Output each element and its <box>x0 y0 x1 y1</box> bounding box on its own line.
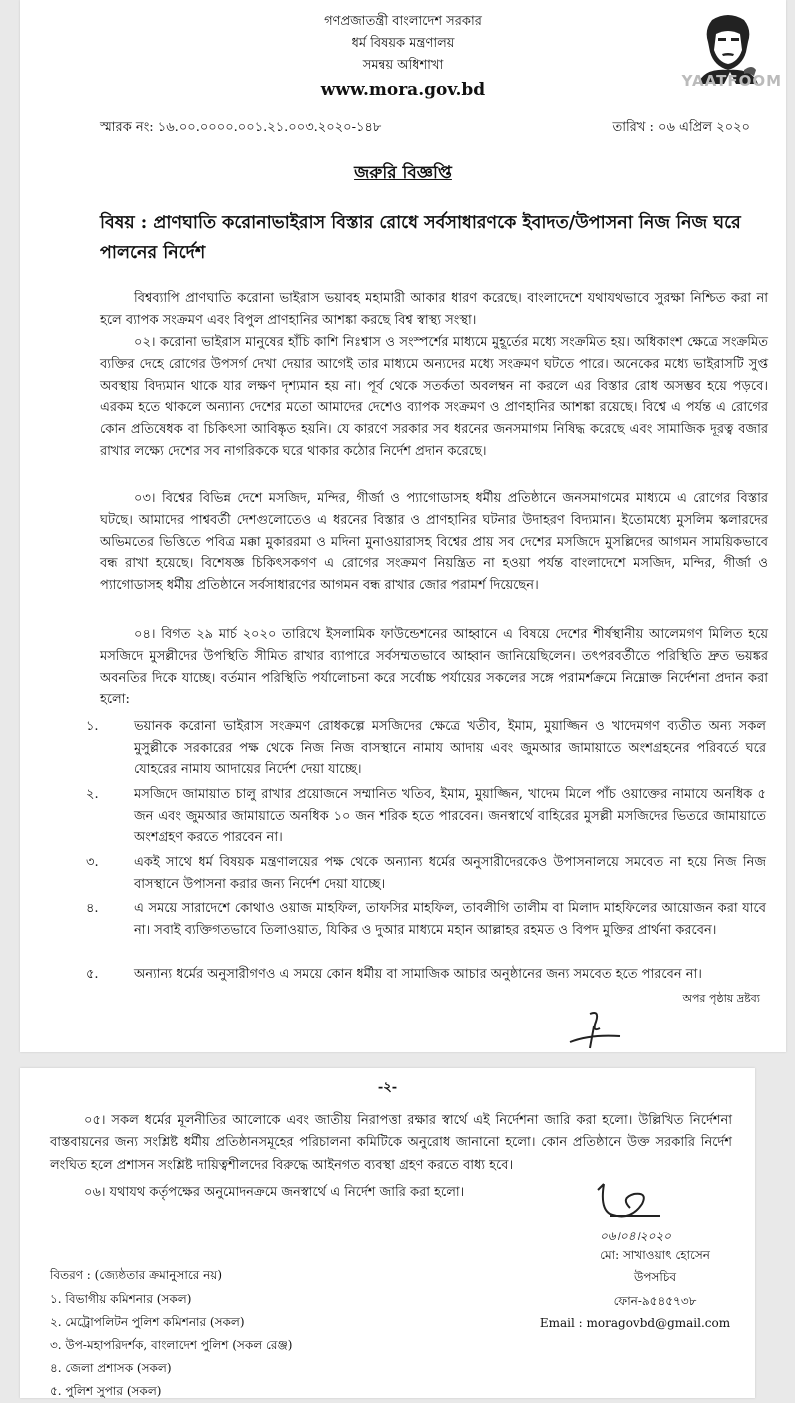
directive-text: মসজিদে জামায়াত চালু রাখার প্রয়োজনে সম্মানিত খতিব, ইমাম, মুয়াজ্জিন, খাদেম মিলে পাঁচ ওয়াক্তের নামাযে অনধিক ৫ জন এবং জুমআর জামায়াতে অনধিক ১০ জন শরিক হতে পারবেন। জনস্বার্থে বাহিরের মুসল্লী মসজিদের ভিতরে জামায়াতে অংশগ্রহণ করতে পারবেন না। <box>134 787 766 846</box>
signer-designation: উপসচিব <box>633 1270 676 1284</box>
signature <box>590 1178 670 1228</box>
paragraph-05: ০৫। সকল ধর্মের মূলনীতির আলোকে এবং জাতীয় নিরাপত্তা রক্ষার স্বার্থে এই নির্দেশনা জারি করা হলো। উল্লিখিত নির্দেশনা বাস্তবায়নের জন্য সংশ্লিষ্ট ধর্মীয় প্রতিষ্ঠানসমূহের পরিচালনা কমিটিকে অনুরোধ জানানো হলো। কোন প্রতিষ্ঠানে উক্ত সরকারি নির্দেশ লংঘিত হলে প্রশাসন সংশ্লিষ্ট দায়িত্বশীলদের বিরুদ্ধে আইনগত ব্যবস্থা গ্রহণ করতে বাধ্য হবে। <box>50 1113 732 1173</box>
paragraph-06: ০৬। যথাযথ কর্তৃপক্ষের অনুমোদনক্রমে জনস্বার্থে এ নির্দেশ জারি করা হলো। <box>84 1185 465 1200</box>
directive-number: ১. <box>86 719 99 734</box>
page-turn-note: অপর পৃষ্ঠায় দ্রষ্টব্য <box>682 992 760 1005</box>
notice-title <box>20 160 786 188</box>
directive-number: ৩. <box>86 855 99 870</box>
initial-signature <box>560 1006 630 1050</box>
wing-name: সমন্বয় অধিশাখা <box>362 58 444 73</box>
notice-title-text: জরুরি বিজ্ঞপ্তি <box>354 163 452 183</box>
distribution-item: ৫. পুলিশ সুপার (সকল) <box>50 1384 162 1398</box>
signer-email: Email : moragovbd@gmail.com <box>539 1316 731 1330</box>
paragraph-03: ০৩। বিশ্বের বিভিন্ন দেশে মসজিদ, মন্দির, গীর্জা ও প্যাগোডাসহ ধর্মীয় প্রতিষ্ঠানে জনসমাগমের মাধ্যমে এ রোগের বিস্তার ঘটছে। আমাদের পাশ্ববর্তী দেশগুলোতেও এ ধরনের বিস্তার ও প্রাণহানির ঘটনার উদাহরণ বিদ্যমান। ইতোমধ্যে মুসলিম স্কলারদের অভিমতের ভিত্তিতে পবিত্র মক্কা মুকাররমা ও মদিনা মুনাওয়ারাসহ বিশ্বের প্রায় সব দেশের মসজিদে মুসল্লিদের আগমন সাময়িকভাবে বন্ধ রাখা হয়েছে। বিশেষজ্ঞ চিকিৎসকগণ এ রোগের সংক্রমণ নিয়ন্ত্রিত না হওয়া পর্যন্ত বাংলাদেশে মসজিদ, মন্দির, গীর্জা ও প্যাগোডাসহ ধর্মীয় প্রতিষ্ঠানে সর্বসাধারণের আগমন বন্ধ রাখার জোর পরামর্শ দিয়েছেন। <box>100 491 768 594</box>
signer-name: মো: সাখাওয়াৎ হোসেন <box>600 1248 710 1262</box>
directive-text: একই সাথে ধর্ম বিষয়ক মন্ত্রণালয়ের পক্ষ থেকে অন্যান্য ধর্মের অনুসারীদেরকেও উপাসনালয়ে সমবেত না হয়ে নিজ নিজ বাসস্থানে উপাসনা করার জন্য নির্দেশ দেয়া যাচ্ছে। <box>134 855 766 892</box>
signature-date: ০৬।০৪।২০২০ <box>600 1229 671 1243</box>
ministry-website: www.mora.gov.bd <box>320 80 486 100</box>
paragraph-04: ০৪। বিগত ২৯ মার্চ ২০২০ তারিখে ইসলামিক ফাউন্ডেশনের আহ্বানে এ বিষয়ে দেশের শীর্ষস্থানীয় আলেমগণ মিলিত হয়ে মসজিদে মুসল্লীদের উপস্থিতি সীমিত রাখার ব্যাপারে সর্বসম্মতভাবে আহ্বান জানিয়েছিলেন। তৎপরবর্তীতে পরিস্থিতি দ্রুত ভয়ঙ্কর অবনতির দিকে যাচ্ছে। বর্তমান পরিস্থিতি পর্যালোচনা করে সর্বোচ্চ পর্যায়ের সকলের সঙ্গে পরামর্শক্রমে নিম্নোক্ত নির্দেশনা প্রদান করা হলো: <box>100 627 768 708</box>
directive-text: অন্যান্য ধর্মের অনুসারীগণও এ সময়ে কোন ধর্মীয় বা সামাজিক আচার অনুষ্ঠানের জন্য সমবেত হতে পারবেন না। <box>134 967 702 982</box>
directive-number: ৪. <box>86 901 99 916</box>
page-number: -২- <box>377 1080 398 1095</box>
paragraph-02: ০২। করোনা ভাইরাস মানুষের হাঁচি কাশি নিঃশ্বাস ও সংস্পর্শের মাধ্যমে মুহূর্তের মধ্যে সংক্রমিত হয়। অধিকাংশ ক্ষেত্রে সংক্রমিত ব্যক্তির দেহে রোগের উপসর্গ দেখা দেয়ার আগেই তার মাধ্যমে অন্যদের মধ্যে সংক্রমণ ঘটতে পারে। অনেকের মধ্যে ভাইরাসটি সুপ্ত অবস্থায় বিদ্যমান থাকে যার লক্ষণ দৃশ্যমান হয় না। পূর্ব থেকে সতর্কতা অবলম্বন না করলে এর বিস্তার রোধ অসম্ভব হয়ে পড়বে। এরকম হতে থাকলে অন্যান্য দেশের মতো আমাদের দেশেও ব্যাপক সংক্রমণ ও প্রাণহানির আশঙ্কা রয়েছে। বিশ্বে এ পর্যন্ত এ রোগের কোন প্রতিষেধক বা চিকিৎসা আবিষ্কৃত হয়নি। যে কারণে সরকার সব ধরনের জনসমাগম নিষিদ্ধ করেছে এবং সামাজিক দূরত্ব বজার রাখার লক্ষ্যে দেশের সব নাগরিককে ঘরে থাকার কঠোর নির্দেশ প্রদান করেছে। <box>100 335 768 459</box>
distribution-heading: বিতরণ : (জ্যেষ্ঠতার ক্রমানুসারে নয়) <box>50 1268 223 1282</box>
notice-subject: বিষয় : প্রাণঘাতি করোনাভাইরাস বিস্তার রোধে সর্বসাধারণকে ইবাদত/উপাসনা নিজ নিজ ঘরে পালনের নির্দেশ <box>100 213 741 263</box>
document-page-1 <box>20 0 786 1052</box>
ministry-name: ধর্ম বিষয়ক মন্ত্রণালয় <box>351 36 455 51</box>
memo-date: তারিখ : ০৬ এপ্রিল ২০২০ <box>612 120 750 135</box>
document-page-2 <box>20 1068 755 1398</box>
directive-text: ভয়ানক করোনা ভাইরাস সংক্রমণ রোধকল্পে মসজিদের ক্ষেত্রে খতীব, ইমাম, মুয়াজ্জিন ও খাদেমগণ ব্যতীত অন্য সকল মুসুল্লীকে সরকারের পক্ষ থেকে নিজ নিজ বাসস্থানে নামায আদায় এবং জুমআর জামায়াতে অংশগ্রহনের পরিবর্তে ঘরে যোহরের নামায আদায়ের নির্দেশ দেয়া যাচ্ছে। <box>134 719 766 778</box>
signer-phone: ফোন-৯৫৪৫৭৩৮ <box>613 1294 697 1308</box>
distribution-item: ৪. জেলা প্রশাসক (সকল) <box>50 1361 172 1375</box>
watermark-text: YAATFOOM <box>681 72 782 90</box>
intro-paragraph: বিশ্বব্যাপি প্রাণঘাতি করোনা ভাইরাস ভয়াবহ মহামারী আকার ধারণ করেছে। বাংলাদেশে যথাযথভাবে সুরক্ষা নিশ্চিত করা না হলে ব্যাপক সংক্রমণ এবং বিপুল প্রাণহানির আশঙ্কা করছে বিশ্ব স্বাস্থ্য সংস্থা। <box>100 291 768 328</box>
government-name: গণপ্রজাতন্ত্রী বাংলাদেশ সরকার <box>324 14 482 29</box>
distribution-item: ১. বিভাগীয় কমিশনার (সকল) <box>50 1292 192 1306</box>
directive-number: ২. <box>86 787 99 802</box>
directive-text: এ সময়ে সারাদেশে কোথাও ওয়াজ মাহফিল, তাফসির মাহফিল, তাবলীগি তালীম বা মিলাদ মাহফিলের আয়োজন করা যাবে না। সবাই ব্যক্তিগতভাবে তিলাওয়াত, যিকির ও দুআর মাধ্যমে মহান আল্লাহর রহমত ও বিপদ মুক্তির প্রার্থনা করবেন। <box>134 901 766 938</box>
memo-number: স্মারক নং: ১৬.০০.০০০০.০০১.২১.০০৩.২০২০-১৪৮ <box>100 120 382 135</box>
distribution-item: ২. মেট্রোপলিটন পুলিশ কমিশনার (সকল) <box>50 1315 245 1329</box>
distribution-item: ৩. উপ-মহাপরিদর্শক, বাংলাদেশ পুলিশ (সকল রেঞ্জ) <box>50 1338 293 1352</box>
directive-number: ৫. <box>86 967 99 982</box>
